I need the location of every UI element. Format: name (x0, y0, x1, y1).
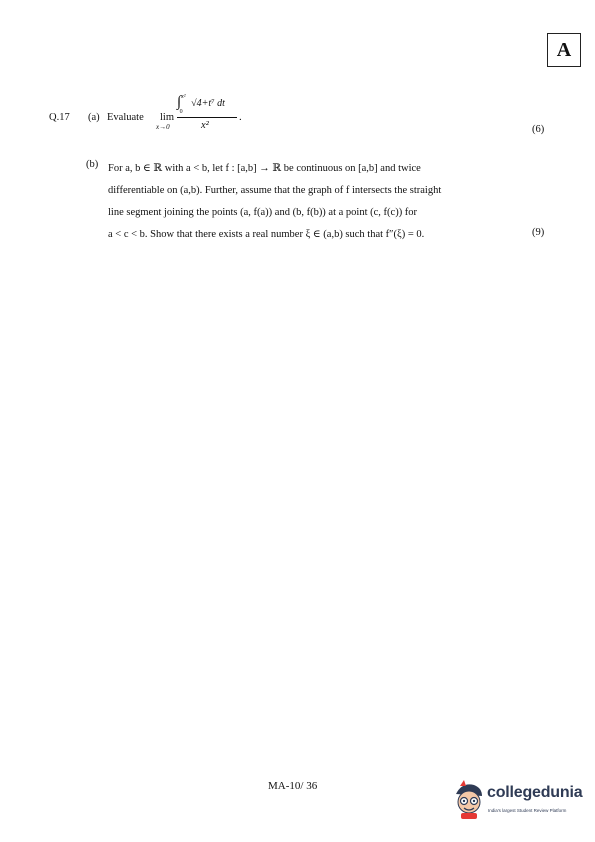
statement-line: a < c < b. Show that there exists a real number ξ ∈ (a,b) such that f″(ξ) = 0. (108, 229, 425, 240)
integral-upper-limit: x² (181, 93, 186, 100)
integral-sign: ∫ (177, 94, 182, 110)
part-a-label: (a) (88, 112, 100, 123)
limit-operator: lim (160, 112, 175, 123)
brand-tagline: India's largest Student Review Platform (488, 808, 567, 813)
page-footer: MA-10/ 36 (268, 780, 318, 792)
brand-name: collegedunia (487, 784, 583, 801)
collegedunia-mascot-icon (452, 780, 486, 820)
integrand: √4+t⁷ dt (191, 98, 225, 109)
fraction-numerator (177, 93, 225, 115)
statement-line: For a, b ∈ ℝ with a < b, let f : [a,b] → ℝ be continuous on [a,b] and twice (108, 163, 421, 174)
fraction-bar (177, 117, 237, 118)
statement-line: line segment joining the points (a, f(a)) and (b, f(b)) at a point (c, f(c)) for (108, 207, 418, 218)
statement-line: differentiable on (a,b). Further, assume that the graph of f intersects the straight (108, 185, 442, 196)
evaluate-label: Evaluate (107, 112, 144, 123)
set-label-box: A (547, 33, 581, 67)
marks-part-b: (9) (532, 227, 545, 238)
expression-period: . (239, 111, 242, 123)
question-number: Q.17 (49, 112, 70, 123)
fraction-denominator: x² (201, 120, 209, 131)
part-b-label: (b) (86, 159, 99, 170)
integral-lower-limit: 0 (179, 109, 183, 115)
marks-part-a: (6) (532, 124, 545, 135)
part-b-statement (108, 158, 520, 246)
limit-subscript: x→0 (156, 123, 170, 131)
